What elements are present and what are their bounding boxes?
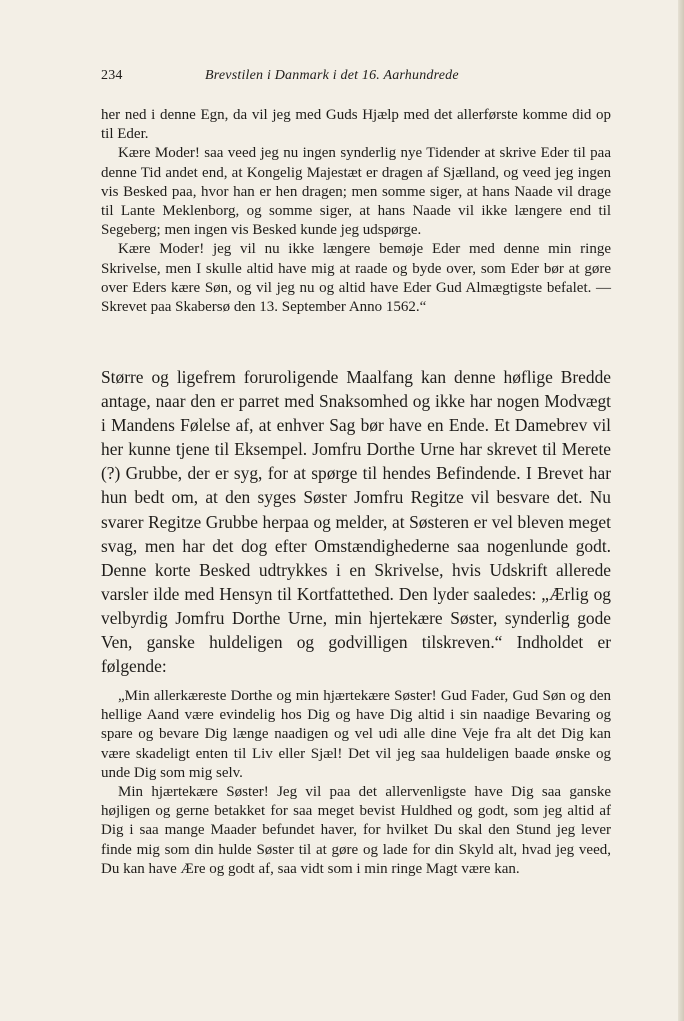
page-edge-shadow — [678, 0, 684, 1021]
paragraph: Kære Moder! jeg vil nu ikke længere bemøje Eder med denne min ringe Skrivelse, men I skulle altid have mig at raade og byde over, som Eder bør at gøre over Eders kære Søn, og vil jeg nu og altid have Eder Gud Almægtigste befalet. — Skrevet paa Skabersø den 13. September Anno 1562.“ — [101, 241, 611, 316]
running-head — [101, 66, 611, 86]
paragraph: her ned i denne Egn, da vil jeg med Guds Hjælp med det allerførste komme did op til Eder. — [101, 107, 611, 143]
paragraph: „Min allerkæreste Dorthe og min hjærtekære Søster! Gud Fader, Gud Søn og den hellige Aand være evindelig hos Dig og have Dig altid i sin naadige Bevaring og spare og bevare Dig længe naadigen og vel udi alle dine Veje fra alt det Dig kan være skadeligt enten til Liv eller Sjæl! Det vil jeg saa huldeligen baade ønske og unde Dig som mig selv. — [101, 688, 611, 781]
paragraph: Større og ligefrem foruroligende Maalfang kan denne høflige Bredde antage, naar den er parret med Snaksomhed og ikke har nogen Modvægt i Mandens Følelse af, at enhver Sag bør have en Ende. Et Damebrev vil her kunne tjene til Eksempel. Jomfru Dorthe Urne har skrevet til Merete (?) Grubbe, der er syg, for at spørge til hendes Befindende. I Brevet har hun bedt om, at den syges Søster Jomfru Regitze vil besvare det. Nu svarer Regitze Grubbe herpaa og melder, at Søsteren er vel bleven meget svag, men har det dog efter Omstændighederne saa nogenlunde godt. Denne korte Besked udtrykkes i en Skrivelse, hvis Udskrift allerede varsler ilde med Hensyn til Kortfattethed. Den lyder saaledes: „Ærlig og velbyrdig Jomfru Dorthe Urne, min hjertekære Søster, synderlig gode Ven, ganske huldeligen og godvilligen tilskreven.“ Indholdet er følgende: — [101, 367, 611, 677]
running-title: Brevstilen i Danmark i det 16. Aarhundrede — [205, 68, 459, 83]
quoted-letter — [101, 687, 611, 879]
paragraph: Min hjærtekære Søster! Jeg vil paa det allervenligste have Dig saa ganske højligen og gerne betakket for saa meget bevist Huldhed og godt, som jeg altid af Dig i saa mange Maader befundet haver, for hvilket Du skal den Stund jeg lever finde mig som din hulde Søster til at gøre og lade for din Skyld alt, hvad jeg veed, Du kan have Ære og godt af, saa vidt som i min ringe Magt være kan. — [101, 784, 611, 877]
letter-conclusion — [101, 106, 611, 317]
paragraph: Kære Moder! saa veed jeg nu ingen synderlig nye Tidender at skrive Eder til paa denne Tid andet end, at Kongelig Majestæt er dragen af Sjælland, og veed jeg ingen vis Besked paa, hvor han er hen dragen; men somme siger, at hans Naade vil drage til Lante Meklenborg, og somme siger, at hans Naade vil ikke længere end til Segeberg; men ingen vis Besked kunde jeg udspørge. — [101, 145, 611, 239]
commentary-block — [101, 365, 611, 678]
page-number: 234 — [101, 68, 123, 83]
